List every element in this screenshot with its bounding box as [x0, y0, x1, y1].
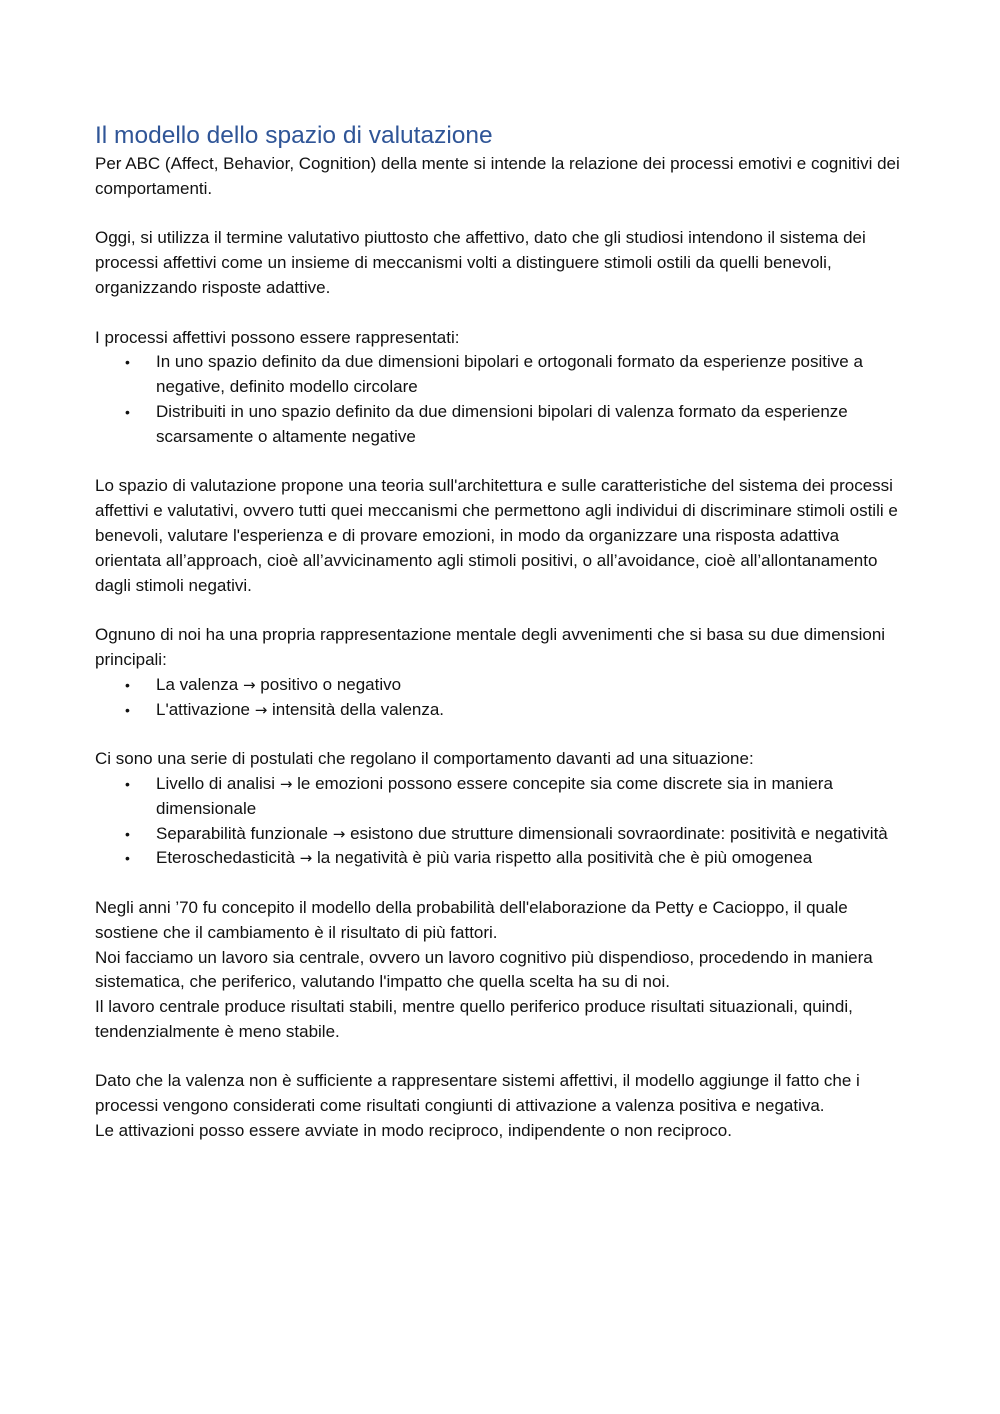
list-item-desc: positivo o negativo	[260, 674, 402, 694]
list-item	[95, 350, 900, 400]
paragraph-attivazioni: Le attivazioni posso essere avviate in modo reciproco, indipendente o non reciproco.	[95, 1121, 732, 1141]
paragraph-dimensioni-intro: Ognuno di noi ha una propria rappresentazione mentale degli avvenimenti che si basa su due dimensioni principali:	[95, 625, 886, 669]
paragraph-abc: Per ABC (Affect, Behavior, Cognition) della mente si intende la relazione dei processi emotivi e cognitivi dei comportamenti.	[95, 154, 900, 198]
list-item-term: Livello di analisi	[156, 773, 276, 793]
arrow-right-icon: →	[254, 700, 268, 719]
bullet-icon: •	[125, 676, 130, 693]
list-item	[95, 400, 900, 450]
list-item-term: La valenza	[156, 674, 239, 694]
list-item-term: L'attivazione	[156, 699, 250, 719]
bullet-icon: •	[125, 850, 130, 867]
bullet-icon: •	[125, 825, 130, 842]
arrow-right-icon: →	[279, 774, 293, 793]
paragraph-petty-cacioppo: Negli anni ’70 fu concepito il modello della probabilità dell'elaborazione da Petty e Cacioppo, il quale sostiene che il cambiamento è il risultato di più fattori.	[95, 897, 848, 942]
list-item	[95, 822, 900, 847]
bullet-icon: •	[125, 354, 130, 371]
list-item-desc: esistono due strutture dimensionali sovraordinate: positività e negatività	[350, 823, 888, 843]
paragraph-lavoro-centrale-periferico: Noi facciamo un lavoro sia centrale, ovvero un lavoro cognitivo più dispendioso, procedendo in maniera sistematica, che periferico, valutando l'impatto che quella scelta ha su di noi.	[95, 947, 873, 992]
list-postulati	[95, 772, 900, 871]
list-item-term: Eteroschedasticità	[156, 848, 295, 868]
list-item	[95, 772, 900, 822]
list-item	[95, 673, 900, 698]
list-item	[95, 698, 900, 723]
list-item-desc: le emozioni possono essere concepite sia come discrete sia in maniera dimensionale	[156, 773, 833, 818]
page-title: Il modello dello spazio di valutazione	[95, 122, 493, 149]
list-item-text: Distribuiti in uno spazio definito da due dimensioni bipolari di valenza formato da esperienze scarsamente o altamente negative	[156, 401, 848, 446]
list-item-desc: la negatività è più varia rispetto alla positività che è più omogenea	[316, 848, 813, 868]
arrow-right-icon: →	[299, 849, 313, 868]
document-page	[95, 120, 900, 1144]
bullet-icon: •	[125, 701, 130, 718]
paragraph-spazio-valutazione: Lo spazio di valutazione propone una teoria sull'architettura e sulle caratteristiche del sistema dei processi affettivi e valutativi, ovvero tutti quei meccanismi che permettono agli individui di discriminare stimoli ostili e benevoli, valutare l'esperienza e di provare emozioni, in modo da organizzare una risposta adattiva orientata all’approach, cioè all’avvicinamento agli stimoli positivi, o all’avoidance, cioè all’allontanamento dagli stimoli negativi.	[95, 476, 898, 595]
list-rappresentazioni	[95, 350, 900, 449]
paragraph-risultati: Il lavoro centrale produce risultati stabili, mentre quello periferico produce risultati situazionali, quindi, tendenzialmente è meno stabile.	[95, 997, 853, 1041]
paragraph-processi-intro: I processi affettivi possono essere rappresentati:	[95, 327, 460, 347]
list-item-term: Separabilità funzionale	[156, 823, 329, 843]
arrow-right-icon: →	[242, 675, 256, 694]
bullet-icon: •	[125, 775, 130, 792]
bullet-icon: •	[125, 403, 130, 420]
list-item-text: In uno spazio definito da due dimensioni bipolari e ortogonali formato da esperienze positive a negative, definito modello circolare	[156, 352, 863, 397]
paragraph-valenza-attivazione: Dato che la valenza non è sufficiente a rappresentare sistemi affettivi, il modello aggiunge il fatto che i processi vengono considerati come risultati congiunti di attivazione a valenza positiva e negativa.	[95, 1071, 860, 1116]
paragraph-postulati-intro: Ci sono una serie di postulati che regolano il comportamento davanti ad una situazione:	[95, 749, 754, 769]
paragraph-valutativo: Oggi, si utilizza il termine valutativo piuttosto che affettivo, dato che gli studiosi intendono il sistema dei processi affettivi come un insieme di meccanismi volti a distinguere stimoli ostili da quelli benevoli, organizzando risposte adattive.	[95, 228, 866, 297]
list-dimensioni	[95, 673, 900, 723]
arrow-right-icon: →	[332, 824, 346, 843]
list-item-desc: intensità della valenza.	[272, 699, 445, 719]
list-item	[95, 846, 900, 871]
